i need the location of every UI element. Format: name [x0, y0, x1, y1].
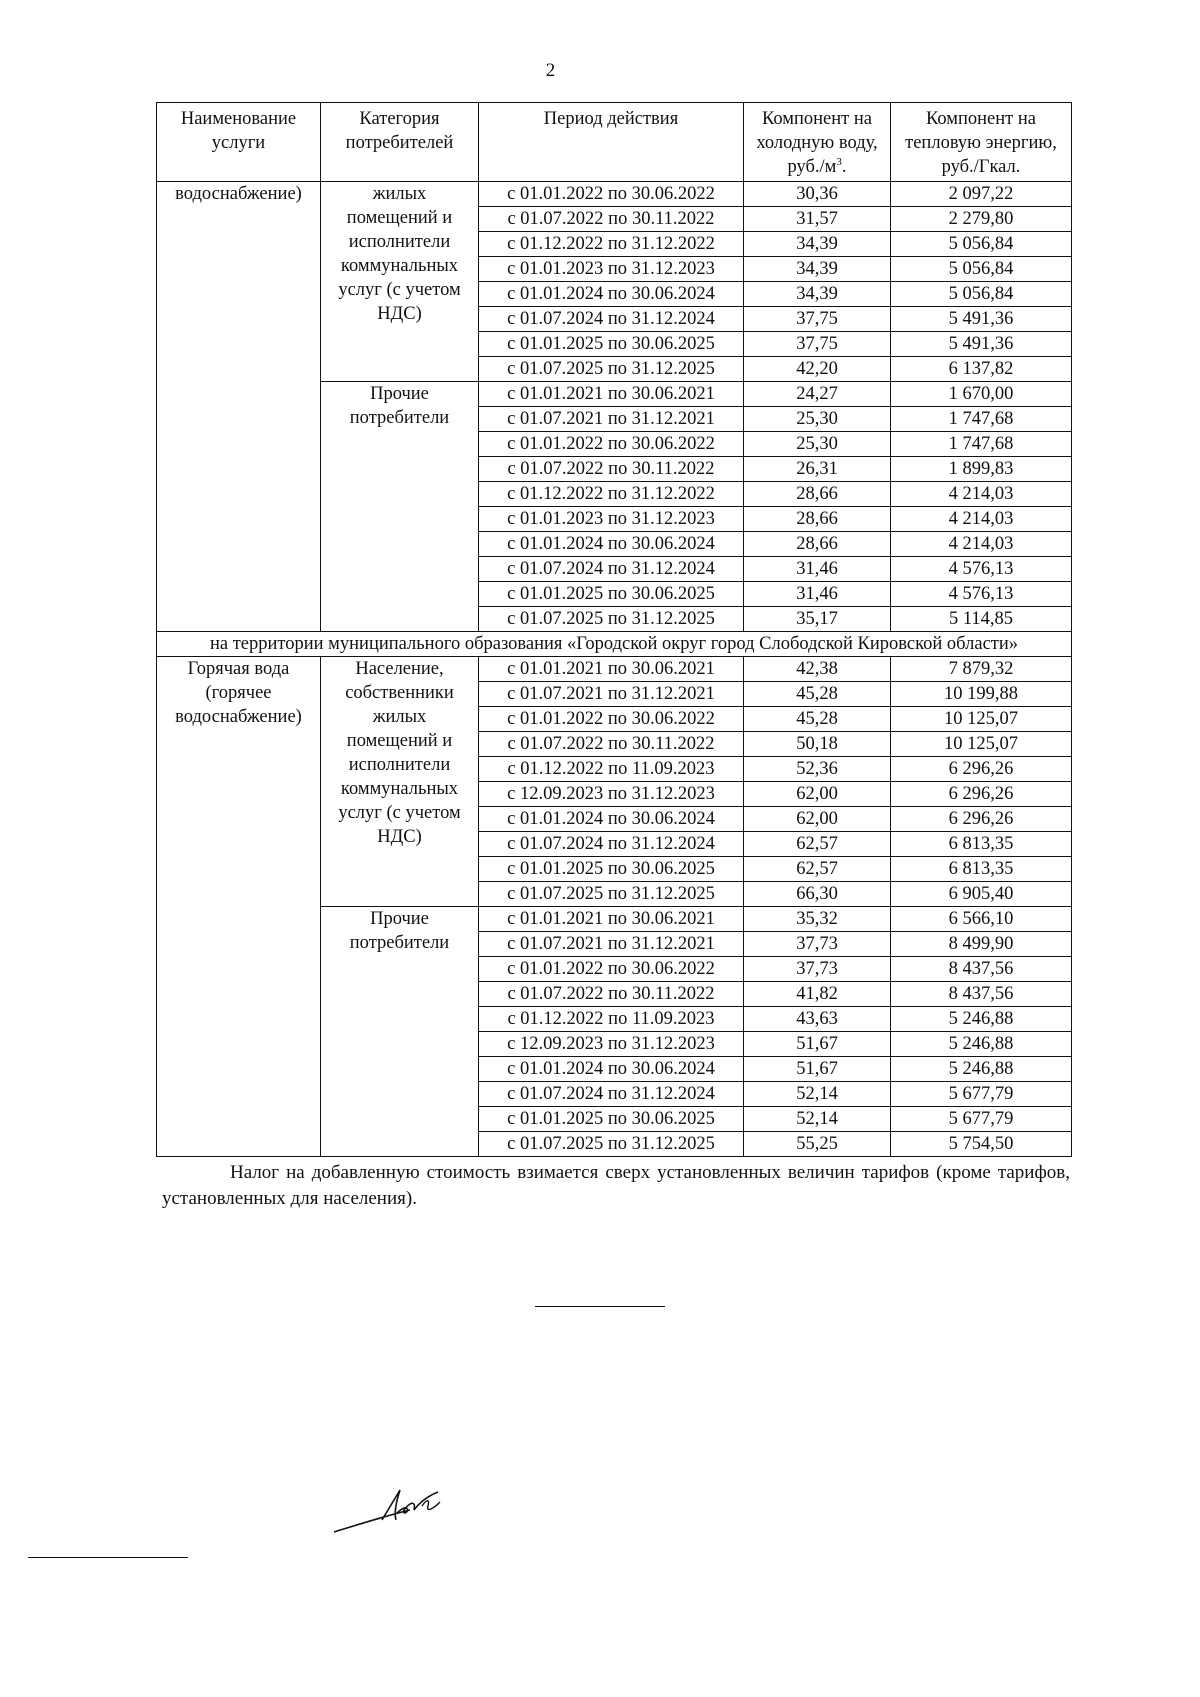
service-name-cell: водоснабжение)	[157, 182, 321, 632]
cold-water-value-cell: 28,66	[744, 532, 891, 557]
period-cell: с 01.07.2022 по 30.11.2022	[479, 732, 744, 757]
period-cell: с 01.01.2025 по 30.06.2025	[479, 1107, 744, 1132]
period-cell: с 01.01.2025 по 30.06.2025	[479, 582, 744, 607]
heat-energy-value-cell: 6 296,26	[891, 757, 1072, 782]
cold-water-value-cell: 30,36	[744, 182, 891, 207]
period-cell: с 01.12.2022 по 11.09.2023	[479, 1007, 744, 1032]
cold-water-value-cell: 34,39	[744, 257, 891, 282]
service-name-cell: Горячая вода (горячее водоснабжение)	[157, 657, 321, 1157]
period-cell: с 01.07.2024 по 31.12.2024	[479, 307, 744, 332]
cold-water-value-cell: 25,30	[744, 407, 891, 432]
period-cell: с 01.01.2024 по 30.06.2024	[479, 1057, 744, 1082]
heat-energy-value-cell: 5 491,36	[891, 332, 1072, 357]
cold-water-value-cell: 28,66	[744, 482, 891, 507]
period-cell: с 01.01.2021 по 30.06.2021	[479, 657, 744, 682]
cold-water-value-cell: 31,57	[744, 207, 891, 232]
period-cell: с 01.07.2021 по 31.12.2021	[479, 682, 744, 707]
period-cell: с 01.07.2021 по 31.12.2021	[479, 932, 744, 957]
heat-energy-value-cell: 4 214,03	[891, 482, 1072, 507]
heat-energy-value-cell: 6 905,40	[891, 882, 1072, 907]
cold-water-value-cell: 51,67	[744, 1057, 891, 1082]
period-cell: с 01.01.2024 по 30.06.2024	[479, 282, 744, 307]
heat-energy-value-cell: 5 677,79	[891, 1107, 1072, 1132]
period-cell: с 01.07.2024 по 31.12.2024	[479, 832, 744, 857]
period-cell: с 01.12.2022 по 31.12.2022	[479, 482, 744, 507]
period-cell: с 01.12.2022 по 31.12.2022	[479, 232, 744, 257]
period-cell: с 01.01.2022 по 30.06.2022	[479, 182, 744, 207]
header-service-name: Наименование услуги	[157, 103, 321, 182]
consumer-category-cell: жилых помещений и исполнители коммунальных услуг (с учетом НДС)	[321, 182, 479, 382]
period-cell: с 01.12.2022 по 11.09.2023	[479, 757, 744, 782]
cold-water-value-cell: 42,20	[744, 357, 891, 382]
cold-water-value-cell: 42,38	[744, 657, 891, 682]
period-cell: с 01.01.2024 по 30.06.2024	[479, 807, 744, 832]
cold-water-value-cell: 52,14	[744, 1082, 891, 1107]
heat-energy-value-cell: 8 499,90	[891, 932, 1072, 957]
cold-water-value-cell: 31,46	[744, 557, 891, 582]
cold-water-value-cell: 50,18	[744, 732, 891, 757]
header-validity-period: Период действия	[479, 103, 744, 182]
heat-energy-value-cell: 5 056,84	[891, 257, 1072, 282]
heat-energy-value-cell: 5 677,79	[891, 1082, 1072, 1107]
cold-water-value-cell: 37,75	[744, 307, 891, 332]
period-cell: с 01.07.2022 по 30.11.2022	[479, 982, 744, 1007]
heat-energy-value-cell: 6 813,35	[891, 857, 1072, 882]
heat-energy-value-cell: 2 279,80	[891, 207, 1072, 232]
heat-energy-value-cell: 10 199,88	[891, 682, 1072, 707]
period-cell: с 01.01.2023 по 31.12.2023	[479, 507, 744, 532]
cold-water-value-cell: 62,57	[744, 832, 891, 857]
signature-icon	[330, 1480, 460, 1540]
vat-footnote: Налог на добавленную стоимость взимается сверх установленных величин тарифов (кроме тарифов, установленных для населения).	[162, 1162, 1070, 1209]
cold-water-value-cell: 34,39	[744, 282, 891, 307]
consumer-category-cell: Прочие потребители	[321, 382, 479, 632]
header-cold-water-text: Компонент на холодную воду, руб./м	[756, 109, 878, 177]
heat-energy-value-cell: 1 670,00	[891, 382, 1072, 407]
cold-water-value-cell: 43,63	[744, 1007, 891, 1032]
bottom-corner-line	[28, 1557, 188, 1558]
period-cell: с 01.01.2022 по 30.06.2022	[479, 707, 744, 732]
cold-water-value-cell: 62,00	[744, 782, 891, 807]
period-cell: с 01.07.2024 по 31.12.2024	[479, 557, 744, 582]
cold-water-value-cell: 37,73	[744, 957, 891, 982]
cold-water-value-cell: 28,66	[744, 507, 891, 532]
heat-energy-value-cell: 10 125,07	[891, 707, 1072, 732]
table-body	[157, 182, 1072, 1157]
heat-energy-value-cell: 6 566,10	[891, 907, 1072, 932]
heat-energy-value-cell: 4 214,03	[891, 507, 1072, 532]
period-cell: с 01.07.2025 по 31.12.2025	[479, 607, 744, 632]
period-cell: с 01.01.2021 по 30.06.2021	[479, 382, 744, 407]
heat-energy-value-cell: 6 137,82	[891, 357, 1072, 382]
cold-water-value-cell: 62,57	[744, 857, 891, 882]
cold-water-value-cell: 41,82	[744, 982, 891, 1007]
cold-water-value-cell: 52,36	[744, 757, 891, 782]
heat-energy-value-cell: 6 813,35	[891, 832, 1072, 857]
heat-energy-value-cell: 5 491,36	[891, 307, 1072, 332]
heat-energy-value-cell: 4 576,13	[891, 582, 1072, 607]
table-header-row	[157, 103, 1072, 182]
heat-energy-value-cell: 6 296,26	[891, 782, 1072, 807]
period-cell: с 01.07.2024 по 31.12.2024	[479, 1082, 744, 1107]
cold-water-value-cell: 62,00	[744, 807, 891, 832]
heat-energy-value-cell: 7 879,32	[891, 657, 1072, 682]
cold-water-value-cell: 37,73	[744, 932, 891, 957]
cold-water-value-cell: 25,30	[744, 432, 891, 457]
header-cold-water-superscript: 3	[836, 155, 842, 168]
cold-water-value-cell: 35,17	[744, 607, 891, 632]
period-cell: с 12.09.2023 по 31.12.2023	[479, 782, 744, 807]
table-row	[157, 657, 1072, 682]
heat-energy-value-cell: 1 747,68	[891, 407, 1072, 432]
heat-energy-value-cell: 8 437,56	[891, 982, 1072, 1007]
heat-energy-value-cell: 4 576,13	[891, 557, 1072, 582]
table-row	[157, 182, 1072, 207]
cold-water-value-cell: 55,25	[744, 1132, 891, 1157]
section-title-cell: на территории муниципального образования «Городской округ город Слободской Кировской области»	[157, 632, 1072, 657]
period-cell: с 01.01.2024 по 30.06.2024	[479, 532, 744, 557]
period-cell: с 12.09.2023 по 31.12.2023	[479, 1032, 744, 1057]
cold-water-value-cell: 45,28	[744, 707, 891, 732]
heat-energy-value-cell: 5 114,85	[891, 607, 1072, 632]
period-cell: с 01.07.2021 по 31.12.2021	[479, 407, 744, 432]
heat-energy-value-cell: 5 056,84	[891, 282, 1072, 307]
heat-energy-value-cell: 6 296,26	[891, 807, 1072, 832]
header-cold-water-suffix: .	[841, 157, 847, 177]
heat-energy-value-cell: 4 214,03	[891, 532, 1072, 557]
period-cell: с 01.07.2025 по 31.12.2025	[479, 357, 744, 382]
cold-water-value-cell: 24,27	[744, 382, 891, 407]
cold-water-value-cell: 52,14	[744, 1107, 891, 1132]
consumer-category-cell: Прочие потребители	[321, 907, 479, 1157]
heat-energy-value-cell: 5 246,88	[891, 1057, 1072, 1082]
period-cell: с 01.07.2025 по 31.12.2025	[479, 1132, 744, 1157]
period-cell: с 01.01.2022 по 30.06.2022	[479, 957, 744, 982]
cold-water-value-cell: 66,30	[744, 882, 891, 907]
heat-energy-value-cell: 5 246,88	[891, 1007, 1072, 1032]
period-cell: с 01.07.2022 по 30.11.2022	[479, 457, 744, 482]
heat-energy-value-cell: 1 899,83	[891, 457, 1072, 482]
heat-energy-value-cell: 5 246,88	[891, 1032, 1072, 1057]
consumer-category-cell: Население, собственники жилых помещений и исполнители коммунальных услуг (с учетом НДС)	[321, 657, 479, 907]
heat-energy-value-cell: 10 125,07	[891, 732, 1072, 757]
heat-energy-value-cell: 8 437,56	[891, 957, 1072, 982]
period-cell: с 01.01.2025 по 30.06.2025	[479, 857, 744, 882]
period-cell: с 01.01.2021 по 30.06.2021	[479, 907, 744, 932]
heat-energy-value-cell: 5 754,50	[891, 1132, 1072, 1157]
cold-water-value-cell: 31,46	[744, 582, 891, 607]
period-cell: с 01.07.2022 по 30.11.2022	[479, 207, 744, 232]
section-row	[157, 632, 1072, 657]
period-cell: с 01.01.2023 по 31.12.2023	[479, 257, 744, 282]
cold-water-value-cell: 45,28	[744, 682, 891, 707]
cold-water-value-cell: 26,31	[744, 457, 891, 482]
period-cell: с 01.01.2022 по 30.06.2022	[479, 432, 744, 457]
header-heat-energy-component: Компонент на тепловую энергию, руб./Гкал.	[891, 103, 1072, 182]
separator-line	[535, 1306, 665, 1307]
handwritten-signature	[330, 1480, 460, 1545]
cold-water-value-cell: 51,67	[744, 1032, 891, 1057]
cold-water-value-cell: 37,75	[744, 332, 891, 357]
header-cold-water-component	[744, 103, 891, 182]
header-consumer-category: Категория потребителей	[321, 103, 479, 182]
page-number: 2	[545, 60, 556, 81]
period-cell: с 01.01.2025 по 30.06.2025	[479, 332, 744, 357]
period-cell: с 01.07.2025 по 31.12.2025	[479, 882, 744, 907]
heat-energy-value-cell: 2 097,22	[891, 182, 1072, 207]
cold-water-value-cell: 34,39	[744, 232, 891, 257]
heat-energy-value-cell: 1 747,68	[891, 432, 1072, 457]
heat-energy-value-cell: 5 056,84	[891, 232, 1072, 257]
cold-water-value-cell: 35,32	[744, 907, 891, 932]
tariff-table	[156, 102, 1072, 1157]
